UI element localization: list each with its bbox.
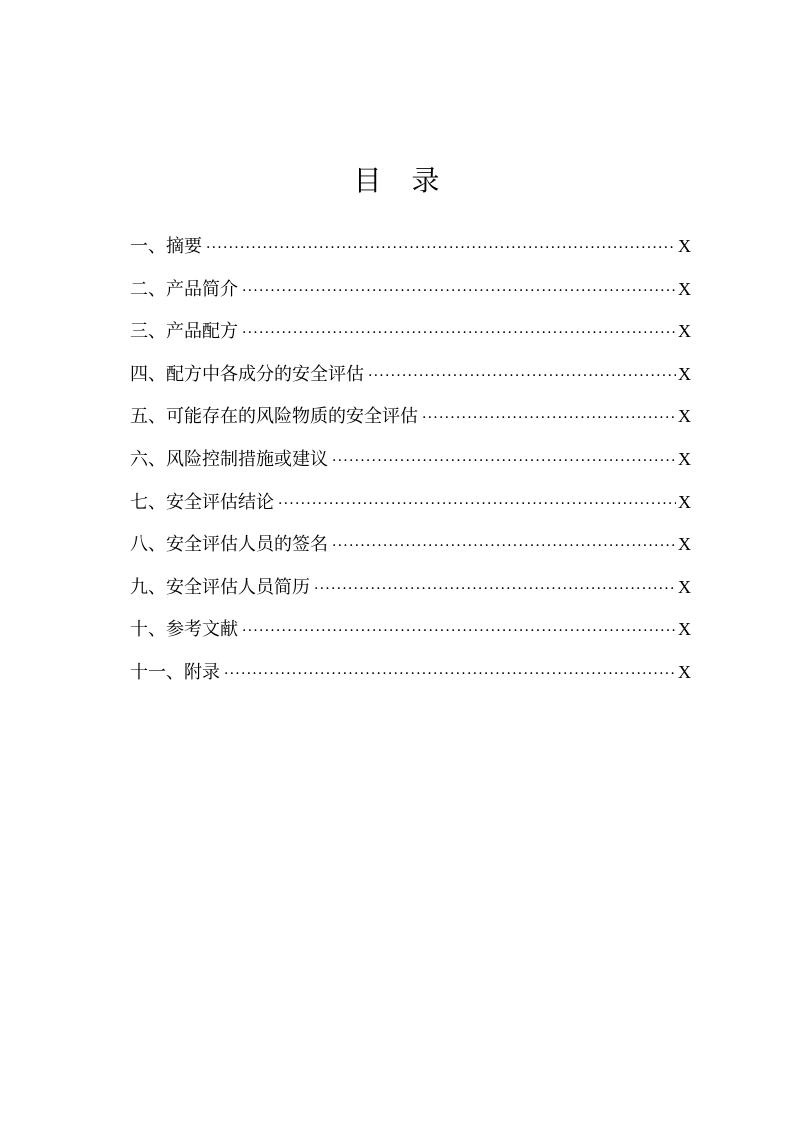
toc-entry-label: 九、安全评估人员简历 [130,576,310,598]
toc-dot-leader [206,232,676,264]
toc-entry[interactable] [130,528,691,571]
toc-entry-page: X [678,661,691,682]
toc-dot-leader [278,488,676,520]
toc-entry-label: 二、产品简介 [130,278,238,300]
toc-entry[interactable] [130,656,691,699]
toc-entry[interactable] [130,400,691,443]
toc-entry-page: X [678,534,691,555]
toc-title [0,163,793,199]
toc-entry[interactable] [130,230,691,273]
toc-entry-label: 三、产品配方 [130,321,238,343]
toc-title-part-2: 录 [411,164,440,197]
toc-dot-leader [368,360,676,392]
toc-entry-label: 四、配方中各成分的安全评估 [130,363,364,385]
toc-title-part-1: 目 [353,164,382,197]
toc-dot-leader [242,615,676,647]
toc-entry[interactable] [130,486,691,529]
toc-entry[interactable] [130,273,691,316]
toc-list [130,230,691,699]
toc-entry-label: 七、安全评估结论 [130,491,274,513]
toc-entry-page: X [678,363,691,384]
toc-entry[interactable] [130,571,691,614]
toc-entry-label: 一、摘要 [130,236,202,257]
toc-dot-leader [332,530,676,562]
toc-entry-page: X [678,236,691,256]
toc-dot-leader [422,402,676,434]
toc-dot-leader [242,275,676,307]
toc-entry[interactable] [130,315,691,358]
toc-dot-leader [314,573,676,605]
toc-entry-page: X [678,619,691,640]
toc-entry-page: X [678,406,691,427]
toc-entry[interactable] [130,443,691,486]
toc-entry-page: X [678,448,691,469]
toc-entry-page: X [678,321,691,342]
toc-entry-page: X [678,278,691,299]
toc-entry-page: X [678,491,691,512]
toc-entry-label: 八、安全评估人员的签名 [130,534,328,556]
toc-entry-label: 十、参考文献 [130,619,238,641]
toc-entry[interactable] [130,358,691,401]
toc-entry[interactable] [130,613,691,656]
toc-entry-page: X [678,576,691,597]
toc-dot-leader [242,317,676,349]
toc-entry-label: 五、可能存在的风险物质的安全评估 [130,406,418,428]
toc-entry-label: 十一、附录 [130,661,220,683]
toc-entry-label: 六、风险控制措施或建议 [130,448,328,470]
toc-dot-leader [332,445,676,477]
toc-dot-leader [224,658,676,690]
